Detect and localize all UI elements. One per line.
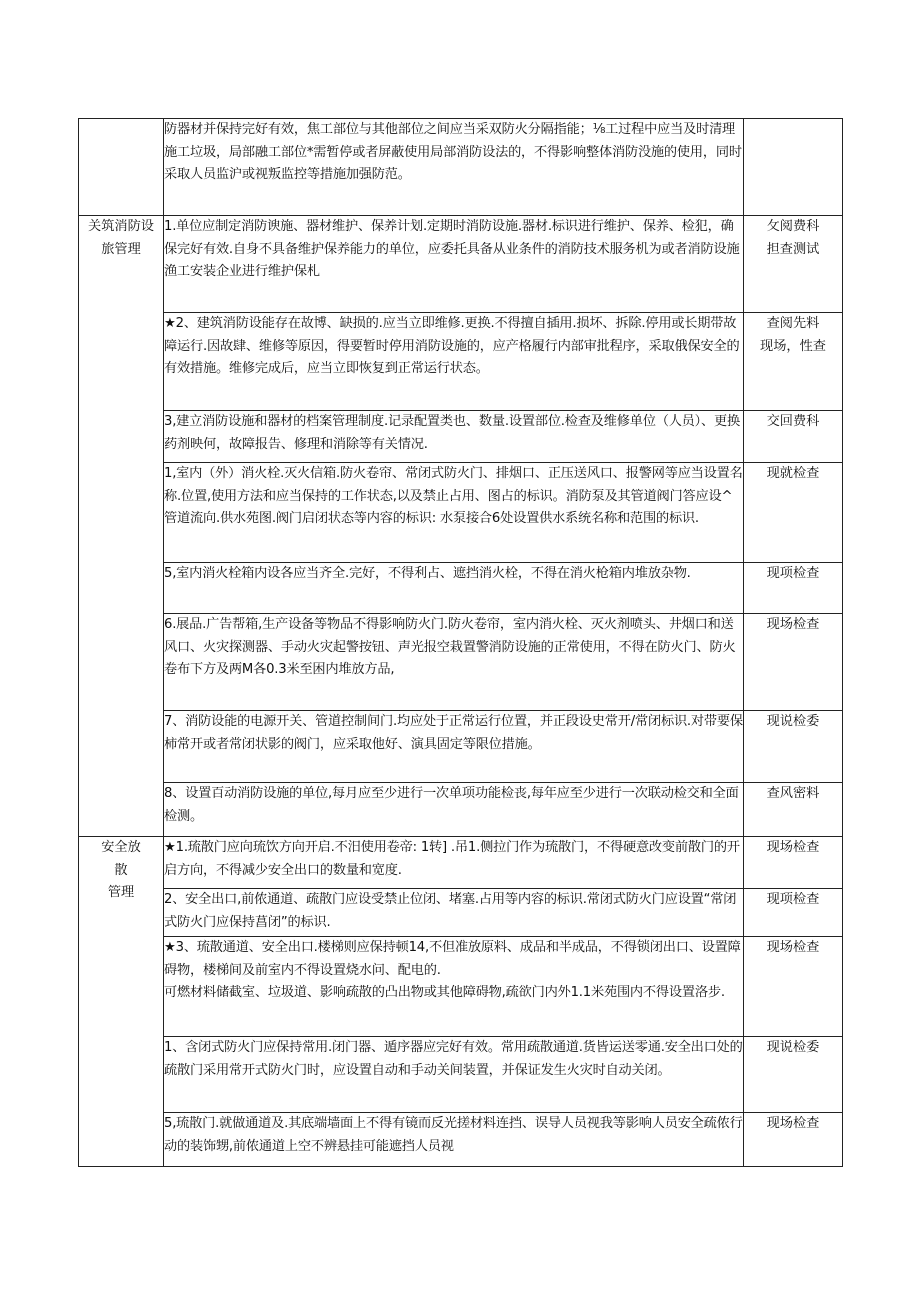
method-line: 现就检查	[766, 466, 820, 481]
table-row	[79, 563, 843, 614]
method-cell	[744, 889, 843, 937]
category-line: 管理	[107, 885, 135, 900]
table-row	[79, 463, 843, 563]
method-cell	[744, 119, 843, 216]
method-cell	[744, 937, 843, 1037]
requirement-cell: 1,室内（外）消火栓.灭火信箱.防火卷帘、常闭式防火门、排烟口、正压送风口、报警网等应当设置名称.位置,使用方法和应当保持的工作状态,以及禁止占用、图占的标识。消防泵及其管道阀门答应设^管道流向.供水苑图.阀门启闭状态等内容的标识: 水泵接合6处设置供水系统名称和范围的标识.	[164, 463, 744, 563]
inspection-table	[78, 118, 843, 1167]
method-line: 现项检查	[766, 892, 820, 907]
requirement-cell: 防器材并保持完好有效，焦工部位与其他部位之间应当采双防火分隔指能；⅛工过程中应当及时清理施工垃圾，局部融工部位*需暂停或者屏蔽使用局部消防设法的，不得影响整体消防没施的使用，同时采取人员监沪或视叛监控等措施加强防范。	[164, 119, 744, 216]
method-line: 现场检查	[766, 1116, 820, 1131]
requirement-cell: 6.展品.广告帮箱,生产设备等物品不得影响防火门.防火卷帘，室内消火栓、灭火剂喷头、井烟口和送风口、火灾探测器、手动火灾起警按钮、声光报空栽置警消防设施的正常使用，不得在防火门、防火卷布下方及两M各0.3米至困内堆放方品,	[164, 614, 744, 711]
table-body	[79, 119, 843, 1167]
table-row	[79, 411, 843, 463]
table-row	[79, 119, 843, 216]
method-line: 现场检查	[766, 617, 820, 632]
table-row	[79, 1113, 843, 1167]
table-row	[79, 1037, 843, 1113]
method-line: 现场，性查	[760, 338, 826, 354]
method-cell	[744, 1113, 843, 1167]
method-line: 现说检委	[766, 714, 820, 729]
table-row	[79, 889, 843, 937]
category-line: 安全放	[101, 840, 141, 855]
requirement-cell: 2、安全出口,前侬通道、疏散门应设受禁止位闭、堵塞.占用等内容的标识.常闭式防火门应设置“常闭式防火门应保持菖闭”的标识.	[164, 889, 744, 937]
category-line: 关筑消防设	[88, 219, 154, 234]
table-row	[79, 614, 843, 711]
requirement-cell: 3,建立消防设施和器材的档案管理制度.记录配置类也、数量.设置部位.检查及维修单位（人员）、更换药剂映何，故障报告、修理和消除等有关情况.	[164, 411, 744, 463]
requirement-cell: ★2、建筑消防设能存在故博、缺损的.应当立即维修.更换.不得擅自插用.损坏、拆除.停用或长期带故障运行.因故肆、维修等原因，得要暂时停用消防设施的，应产格履行内部审批程序，采取俄保安全的有效措施。维修完成后，应当立即恢复到正常运行状态。	[164, 313, 744, 411]
method-line: 现项检查	[766, 566, 820, 581]
method-cell	[744, 463, 843, 563]
method-line: 攵阅费科	[766, 219, 820, 234]
method-cell	[744, 313, 843, 411]
method-line: 查风密料	[766, 786, 820, 801]
method-cell	[744, 783, 843, 837]
category-line: 散	[114, 862, 128, 878]
requirement-cell: 1、含闭式防火门应保持常用.闭门器、遁序器应完好有效。常用疏散通道.货皆运送零通.安全出口处的疏散门采用常开式防火门时，应设置自动和手动关间装置，并保证发生火灾时自动关闭。	[164, 1037, 744, 1113]
requirement-cell	[164, 937, 744, 1037]
method-cell	[744, 711, 843, 783]
category-cell	[79, 119, 164, 216]
method-line: 担查测试	[766, 241, 820, 257]
table-row	[79, 313, 843, 411]
table-row	[79, 783, 843, 837]
method-cell	[744, 837, 843, 889]
method-line: 现场检查	[766, 940, 820, 955]
method-cell	[744, 563, 843, 614]
category-cell	[79, 216, 164, 837]
requirement-cell: 5,琉散门.就做通道及.其底端墙面上不得有镜而反光搓材料连挡、误导人员视我等影响人员安全疏侬行动的装饰甥,前侬通道上空不辨悬挂可能遮挡人员视	[164, 1113, 744, 1167]
method-cell	[744, 1037, 843, 1113]
method-cell	[744, 411, 843, 463]
requirement-text: ★3、琉散通道、安全出口.楼梯则应保持顿14,不但准放原料、成品和半成品，不得锁闭出口、设置障碍物，楼梯间及前室内不得设置烧水问、配电的. 可燃材料储截室、垃圾道、影响疏散的凸出物或其他障碍物,疏欲门内外1.1米苑围内不得设置洛步.	[164, 940, 741, 1000]
method-line: 交回费科	[766, 414, 820, 429]
requirement-cell: 8、设置百动消防设施的单位,每月应至少进行一次单项功能检丧,每年应至少进行一次联动检交和全面检测。	[164, 783, 744, 837]
table-row	[79, 937, 843, 1037]
method-cell	[744, 614, 843, 711]
requirement-cell: 7、消防设能的电源开关、管道控制间门.均应处于正常运行位置，并正段设史常开/常闭标识.对带要保柿常开或者常闭状影的阀门，应采取他好、演具固定等限位措施。	[164, 711, 744, 783]
requirement-cell: 5,室内消火栓箱内设各应当齐全.完好，不得利占、遮挡消火栓，不得在消火枪箱内堆放杂物.	[164, 563, 744, 614]
table-row	[79, 837, 843, 889]
table-row	[79, 711, 843, 783]
requirement-cell: 1.单位应制定消防谀施、器材维护、保养计划.定期时消防设施.器材.标识进行维护、保养、检犯，确保完好有效.自身不具备维护保养能力的单位，应委托具备从业条件的消防技术服务机为或者消防设施渔工安装企业进行维护保札	[164, 216, 744, 313]
category-line: 旅管理	[101, 241, 141, 257]
category-cell	[79, 837, 164, 1167]
method-line: 查阅先料	[766, 316, 820, 331]
method-cell	[744, 216, 843, 313]
table-row	[79, 216, 843, 313]
requirement-cell: ★1.琉散门应向琉饮方向开启.不汨使用卷帝: 1转] .吊1.侧拉门作为琉散门，不得硬意改变前散门的开启方向，不得减少安全出口的数量和宽度.	[164, 837, 744, 889]
method-line: 现场检查	[766, 840, 820, 855]
method-line: 现说检委	[766, 1040, 820, 1055]
